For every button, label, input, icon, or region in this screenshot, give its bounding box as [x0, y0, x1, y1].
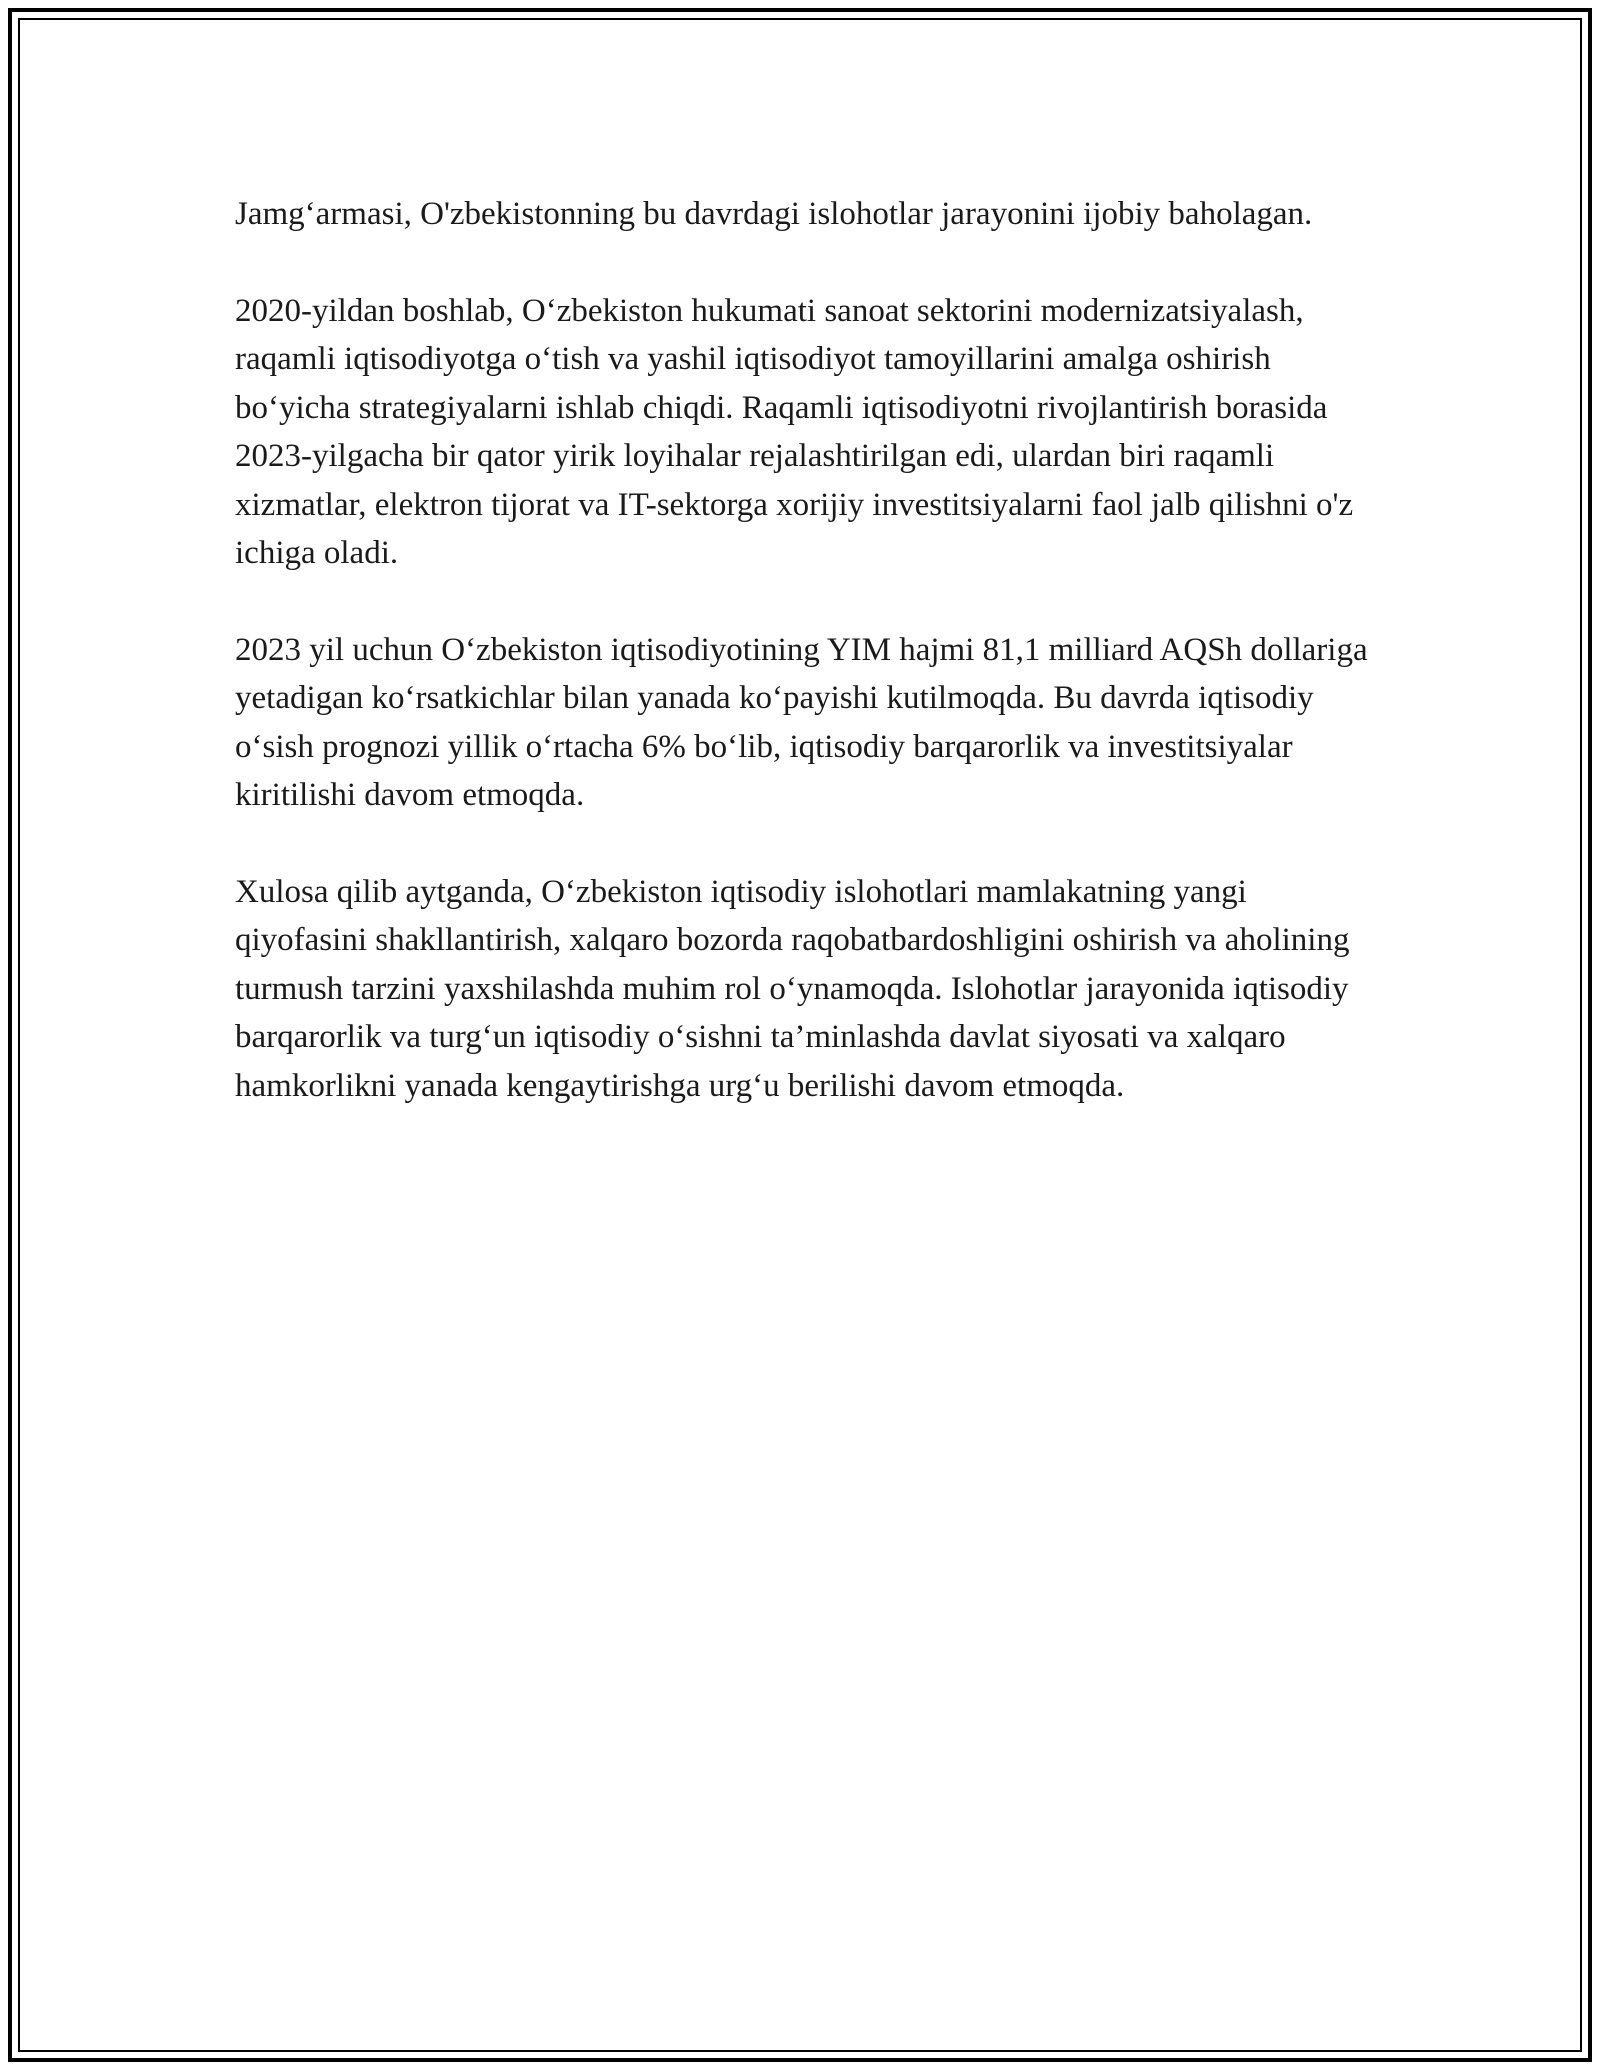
paragraph-3: 2023 yil uchun O‘zbekiston iqtisodiyotining YIM hajmi 81,1 milliard AQSh dollariga yetadigan ko‘rsatkichlar bilan yanada ko‘payishi kutilmoqda. Bu davrda iqtisodiy o‘sish prognozi yillik o‘rtacha 6% bo‘lib, iqtisodiy barqarorlik va investitsiyalar kiritilishi davom etmoqda.: [235, 631, 1368, 813]
document-body: [235, 190, 1370, 1158]
paragraph-4: Xulosa qilib aytganda, O‘zbekiston iqtisodiy islohotlari mamlakatning yangi qiyofasini shakllantirish, xalqaro bozorda raqobatbardoshligini oshirish va aholining turmush tarzini yaxshilashda muhim rol o‘ynamoqda. Islohotlar jarayonida iqtisodiy barqarorlik va turg‘un iqtisodiy o‘sishni ta’minlashda davlat siyosati va xalqaro hamkorlikni yanada kengaytirishga urg‘u berilishi davom etmoqda.: [235, 873, 1350, 1104]
paragraph-2: 2020-yildan boshlab, O‘zbekiston hukumati sanoat sektorini modernizatsiyalash, raqamli iqtisodiyotga o‘tish va yashil iqtisodiyot tamoyillarini amalga oshirish bo‘yicha strategiyalarni ishlab chiqdi. Raqamli iqtisodiyotni rivojlantirish borasida 2023-yilgacha bir qator yirik loyihalar rejalashtirilgan edi, ulardan biri raqamli xizmatlar, elektron tijorat va IT-sektorga xorijiy investitsiyalarni faol jalb qilishni o'z ichiga oladi.: [235, 292, 1354, 571]
paragraph-1: Jamg‘armasi, O'zbekistonning bu davrdagi islohotlar jarayonini ijobiy baholagan.: [235, 196, 1313, 232]
